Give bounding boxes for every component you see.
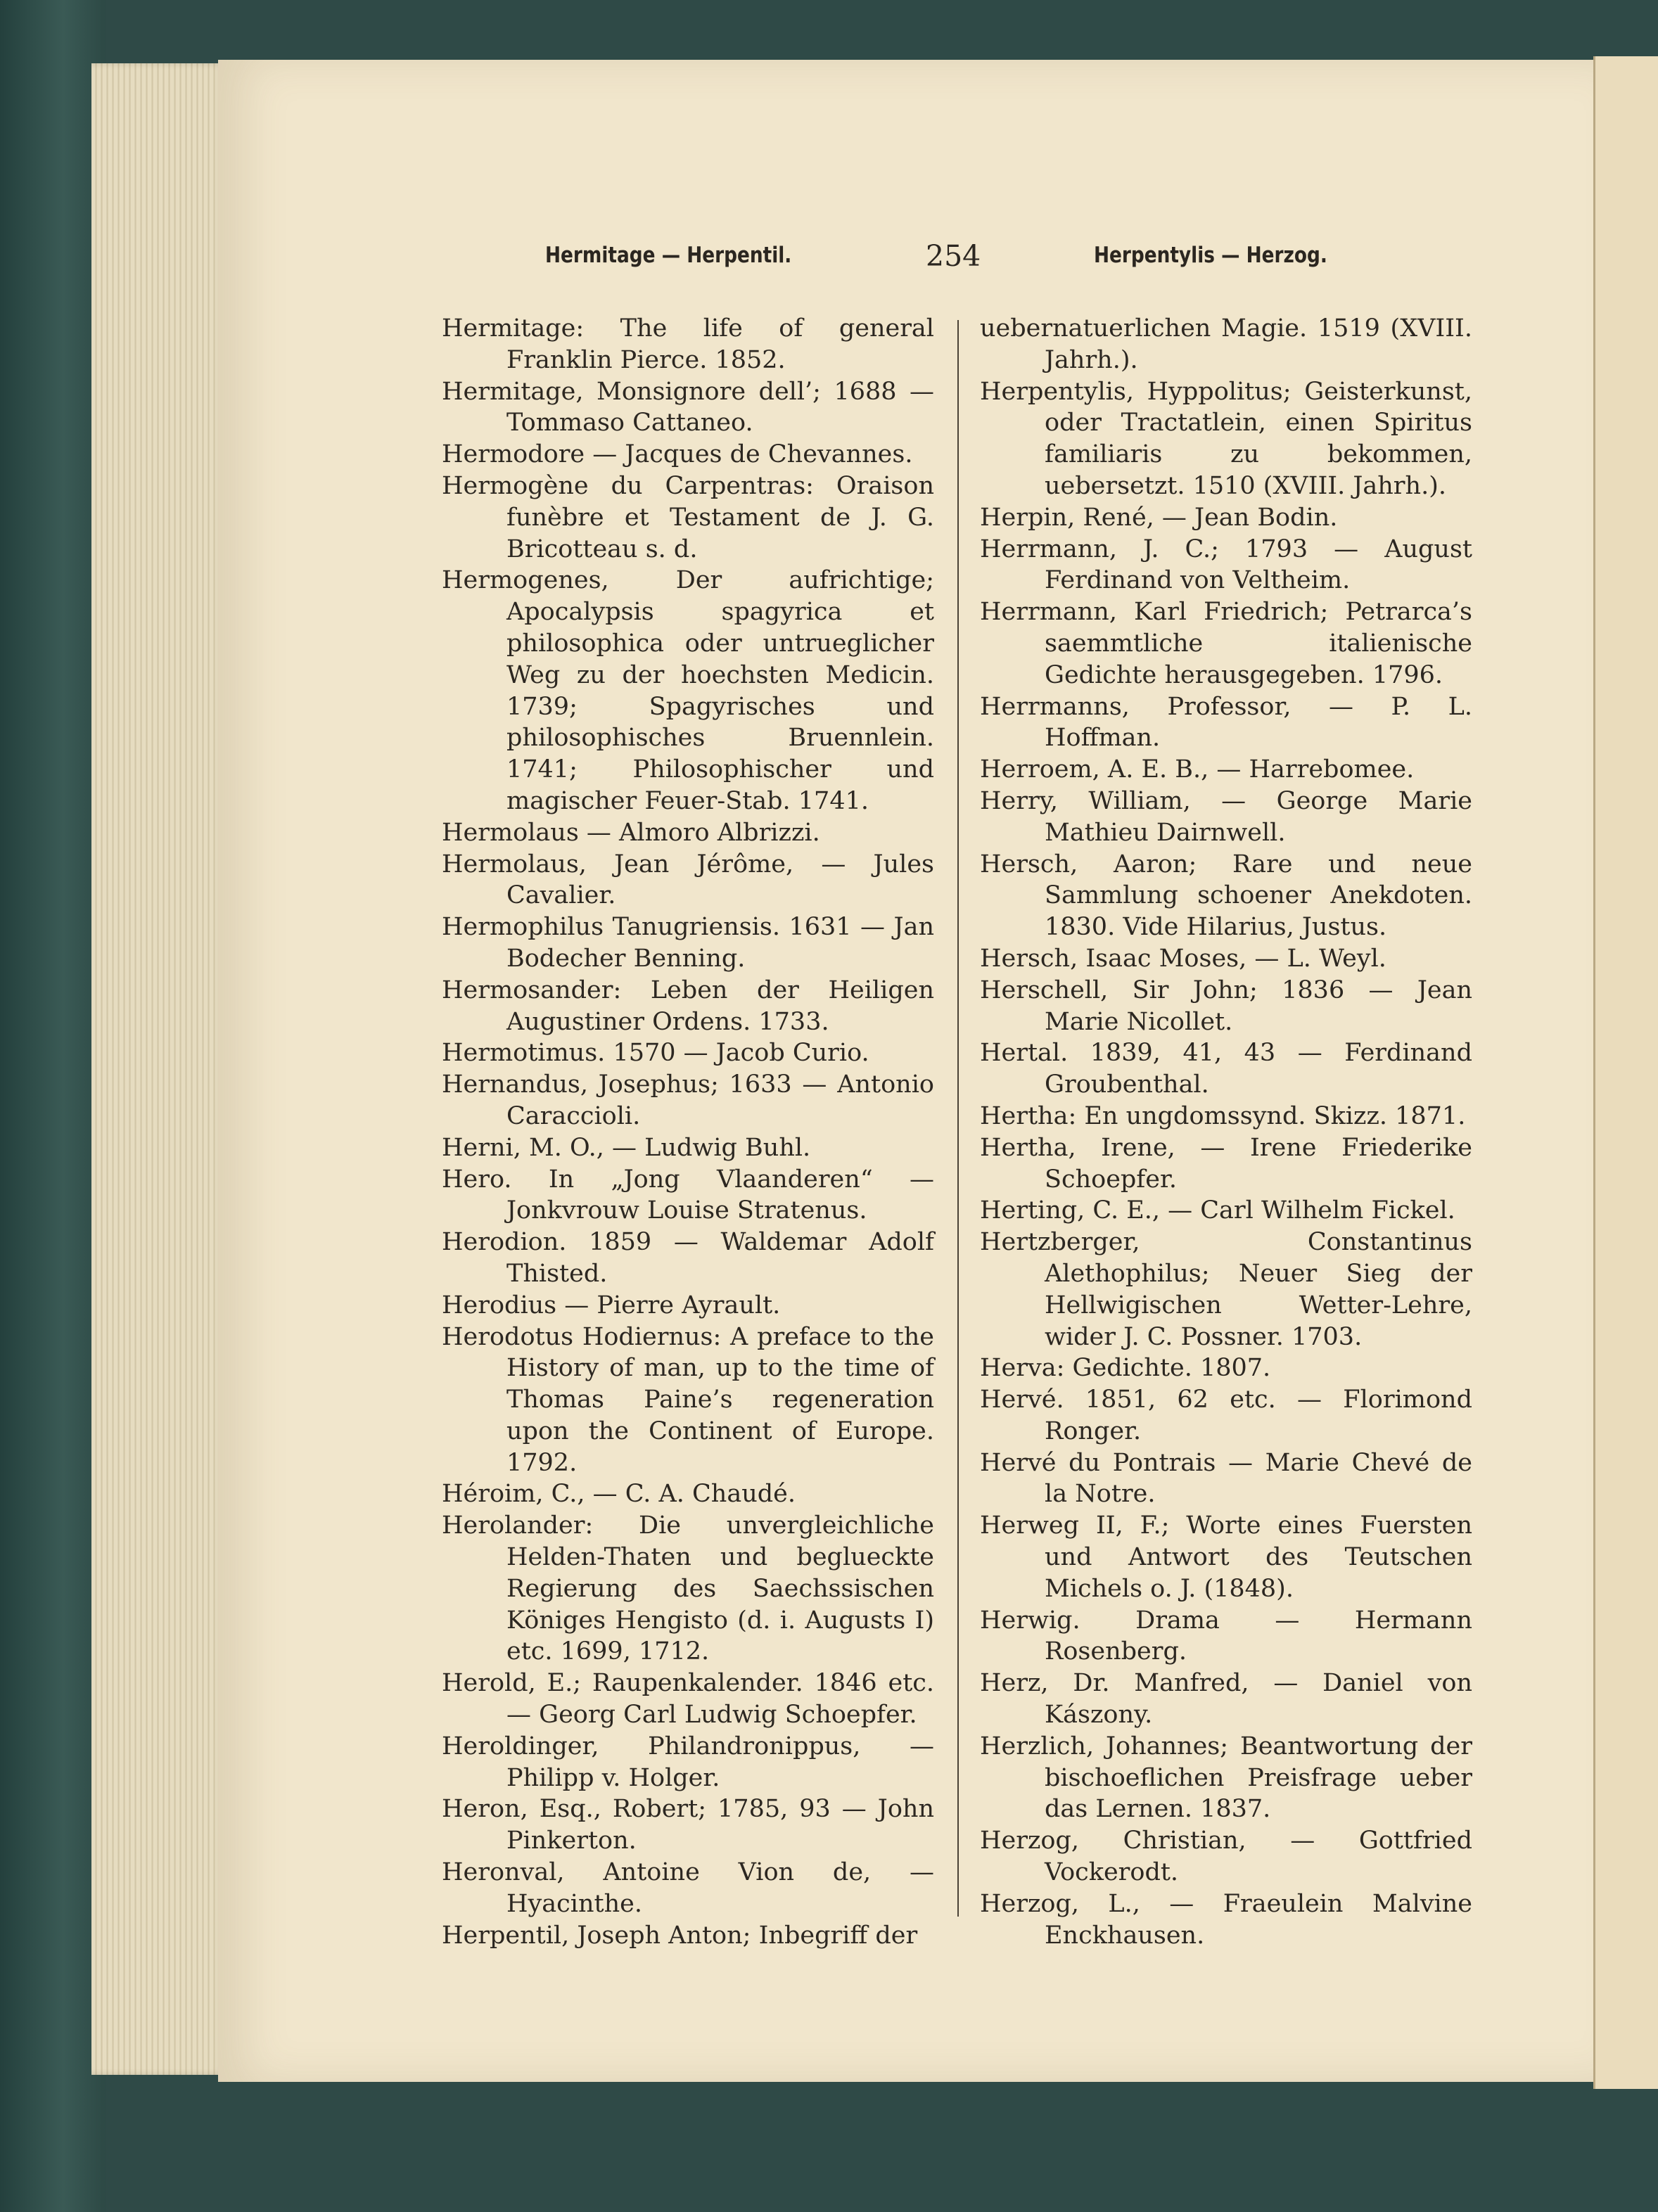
entry: Heronval, Antoine Vion de, — Hyacinthe. (442, 1858, 934, 1918)
right-column (980, 313, 1472, 1951)
entry: Herwig. Drama — Hermann Rosenberg. (980, 1606, 1472, 1666)
left-column (442, 313, 934, 1951)
entry: Herva: Gedichte. 1807. (980, 1354, 1271, 1383)
page-number: 254 (926, 239, 981, 273)
entry: Hervé du Pontrais — Marie Chevé de la Notre. (980, 1448, 1472, 1509)
entry: Herodotus Hodiernus: A preface to the History of man, up to the time of Thomas Paine’s regeneration upon the Continent of Europe. 1792. (442, 1322, 934, 1477)
entry: Hermolaus — Almoro Albrizzi. (442, 818, 820, 847)
entry: Herzog, Christian, — Gottfried Vockerodt. (980, 1827, 1472, 1887)
entry: Hermophilus Tanugriensis. 1631 — Jan Bodecher Benning. (442, 913, 934, 973)
entry: Hero. In „Jong Vlaanderen“ — Jonkvrouw Louise Stratenus. (442, 1165, 934, 1225)
entry: Hervé. 1851, 62 etc. — Florimond Ronger. (980, 1386, 1472, 1445)
entry: Hertzberger, Constantinus Alethophilus; Neuer Sieg der Hellwigischen Wetter-Lehre, wider J. C. Possner. 1703. (980, 1228, 1472, 1351)
entry: Herni, M. O., — Ludwig Buhl. (442, 1133, 811, 1162)
entry: Herodion. 1859 — Waldemar Adolf Thisted. (442, 1228, 934, 1288)
entry: Hertal. 1839, 41, 43 — Ferdinand Groubenthal. (980, 1039, 1472, 1099)
entry: Hersch, Isaac Moses, — L. Weyl. (980, 944, 1386, 973)
entry: Hermosander: Leben der Heiligen Augustiner Ordens. 1733. (442, 976, 934, 1036)
entry: Herodius — Pierre Ayrault. (442, 1291, 781, 1319)
entry: Herold, E.; Raupenkalender. 1846 etc. — Georg Carl Ludwig Schoepfer. (442, 1669, 934, 1730)
entry: Hersch, Aaron; Rare und neue Sammlung schoener Anekdoten. 1830. Vide Hilarius, Justus. (980, 850, 1472, 942)
entry: Herpin, René, — Jean Bodin. (980, 503, 1338, 532)
entry: Herroem, A. E. B., — Harrebomee. (980, 755, 1415, 784)
entry: Herrmann, J. C.; 1793 — August Ferdinand von Veltheim. (980, 535, 1472, 595)
entry: Herting, C. E., — Carl Wilhelm Fickel. (980, 1196, 1455, 1225)
entry: Herrmann, Karl Friedrich; Petrarca’s saemmtliche italienische Gedichte herausgegeben. 1796. (980, 598, 1472, 689)
entry: Herry, William, — George Marie Mathieu Dairnwell. (980, 786, 1472, 847)
running-header-right: Herpentylis — Herzog. (1094, 243, 1327, 268)
entry: Hertha, Irene, — Irene Friederike Schoepfer. (980, 1133, 1472, 1194)
entry: Herpentil, Joseph Anton; Inbegriff der (442, 1921, 918, 1950)
entry: Hermotimus. 1570 — Jacob Curio. (442, 1039, 869, 1068)
entry: uebernatuerlichen Magie. 1519 (XVIII. Jahrh.). (980, 314, 1472, 374)
entry: Herweg II, F.; Worte eines Fuersten und Antwort des Teutschen Michels o. J. (1848). (980, 1511, 1472, 1603)
entry: Herrmanns, Professor, — P. L. Hoffman. (980, 692, 1472, 753)
entry: Herzog, L., — Fraeulein Malvine Enckhausen. (980, 1889, 1472, 1950)
entry: Herzlich, Johannes; Beantwortung der bischoeflichen Preisfrage ueber das Lernen. 1837. (980, 1732, 1472, 1824)
running-header-left: Hermitage — Herpentil. (545, 243, 792, 268)
book-binding (0, 0, 106, 2212)
facing-page-edge (1593, 56, 1658, 2089)
column-divider (957, 320, 959, 1917)
page-edges (91, 63, 225, 2075)
entry: Hermolaus, Jean Jérôme, — Jules Cavalier. (442, 850, 934, 910)
entry: Heroldinger, Philandronippus, — Philipp v. Holger. (442, 1732, 934, 1792)
entry: Hertha: En ungdomssynd. Skizz. 1871. (980, 1101, 1466, 1130)
entry: Herz, Dr. Manfred, — Daniel von Kászony. (980, 1669, 1472, 1730)
entry: Hermogenes, Der aufrichtige; Apocalypsis spagyrica et philosophica oder untrueglicher Weg zu der hoechsten Medicin. 1739; Spagyrisches und philosophisches Bruennlein. 1741; Philosophischer und magischer Feuer-Stab. 1741. (442, 566, 934, 815)
entry: Héroim, C., — C. A. Chaudé. (442, 1480, 796, 1509)
entry: Hernandus, Josephus; 1633 — Antonio Caraccioli. (442, 1070, 934, 1130)
entry: Hermitage: The life of general Franklin Pierce. 1852. (442, 314, 934, 374)
entry: Hermogène du Carpentras: Oraison funèbre et Testament de J. G. Bricotteau s. d. (442, 471, 934, 563)
entry: Hermodore — Jacques de Chevannes. (442, 440, 913, 469)
entry: Herolander: Die unvergleichliche Helden-Thaten und beglueckte Regierung des Saechssischen Königes Hengisto (d. i. Augusts I) etc. 1699, 1712. (442, 1511, 934, 1666)
entry: Hermitage, Monsignore dell’; 1688 — Tommaso Cattaneo. (442, 377, 934, 437)
entry: Herpentylis, Hyppolitus; Geisterkunst, oder Tractatlein, einen Spiritus familiaris zu bekommen, uebersetzt. 1510 (XVIII. Jahrh.). (980, 377, 1472, 500)
entry: Heron, Esq., Robert; 1785, 93 — John Pinkerton. (442, 1795, 934, 1855)
entry: Herschell, Sir John; 1836 — Jean Marie Nicollet. (980, 976, 1472, 1036)
